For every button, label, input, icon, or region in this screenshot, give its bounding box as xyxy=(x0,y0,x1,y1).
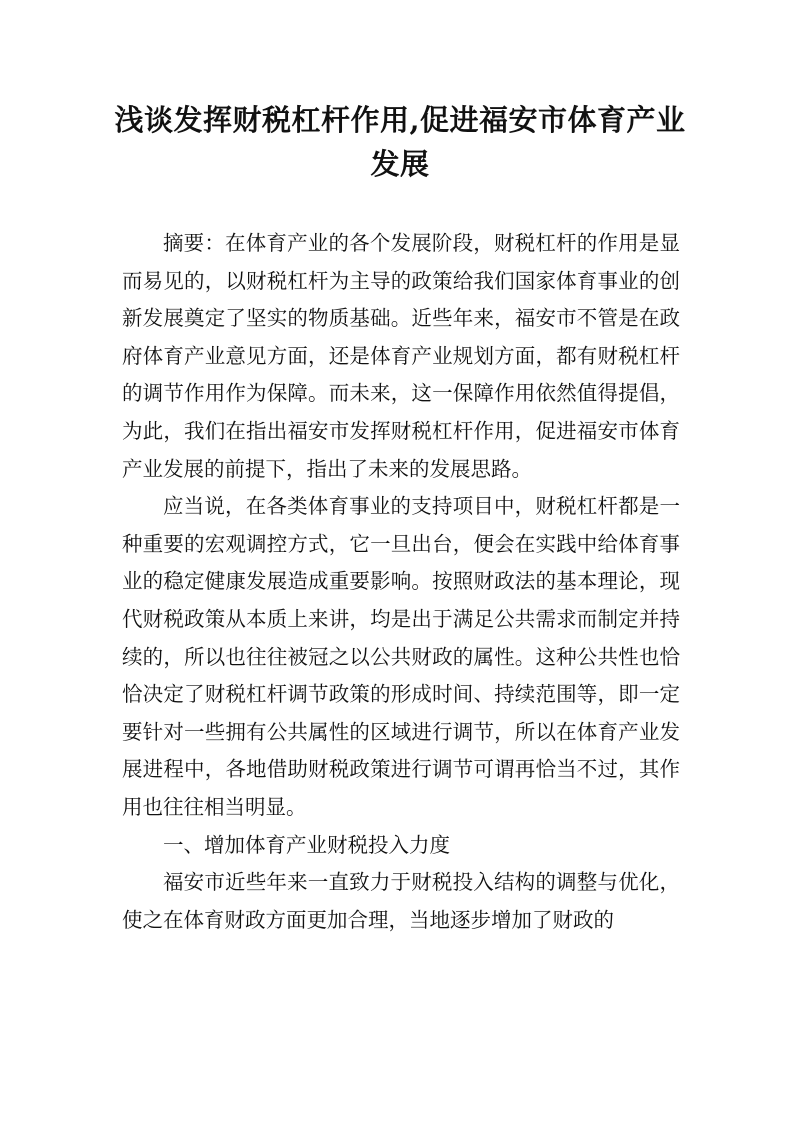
body-paragraph: 福安市近些年来一直致力于财税投入结构的调整与优化，使之在体育财政方面更加合理，当地逐步增加了财政的 xyxy=(122,870,680,932)
abstract-paragraph: 摘要：在体育产业的各个发展阶段，财税杠杆的作用是显而易见的，以财税杠杆为主导的政策给我们国家体育事业的创新发展奠定了坚实的物质基础。近些年来，福安市不管是在政府体育产业意见方面，还是体育产业规划方面，都有财税杠杆的调节作用作为保障。而未来，这一保障作用依然值得提倡，为此，我们在指出福安市发挥财税杠杆作用，促进福安市体育产业发展的前提下，指出了未来的发展思路。 xyxy=(122,231,680,481)
document-title: 浅谈发挥财税杠杆作用,促进福安市体育产业发展 xyxy=(114,103,686,181)
body-paragraph: 应当说，在各类体育事业的支持项目中，财税杠杆都是一种重要的宏观调控方式，它一旦出台，便会在实践中给体育事业的稳定健康发展造成重要影响。按照财政法的基本理论，现代财税政策从本质上来讲，均是出于满足公共需求而制定并持续的，所以也往往被冠之以公共财政的属性。这种公共性也恰恰决定了财税杠杆调节政策的形成时间、持续范围等，即一定要针对一些拥有公共属性的区域进行调节，所以在体育产业发展进程中，各地借助财税政策进行调节可谓再恰当不过，其作用也往往相当明显。 xyxy=(122,494,680,819)
section-heading: 一、增加体育产业财税投入力度 xyxy=(163,832,450,857)
document-body xyxy=(122,225,680,939)
